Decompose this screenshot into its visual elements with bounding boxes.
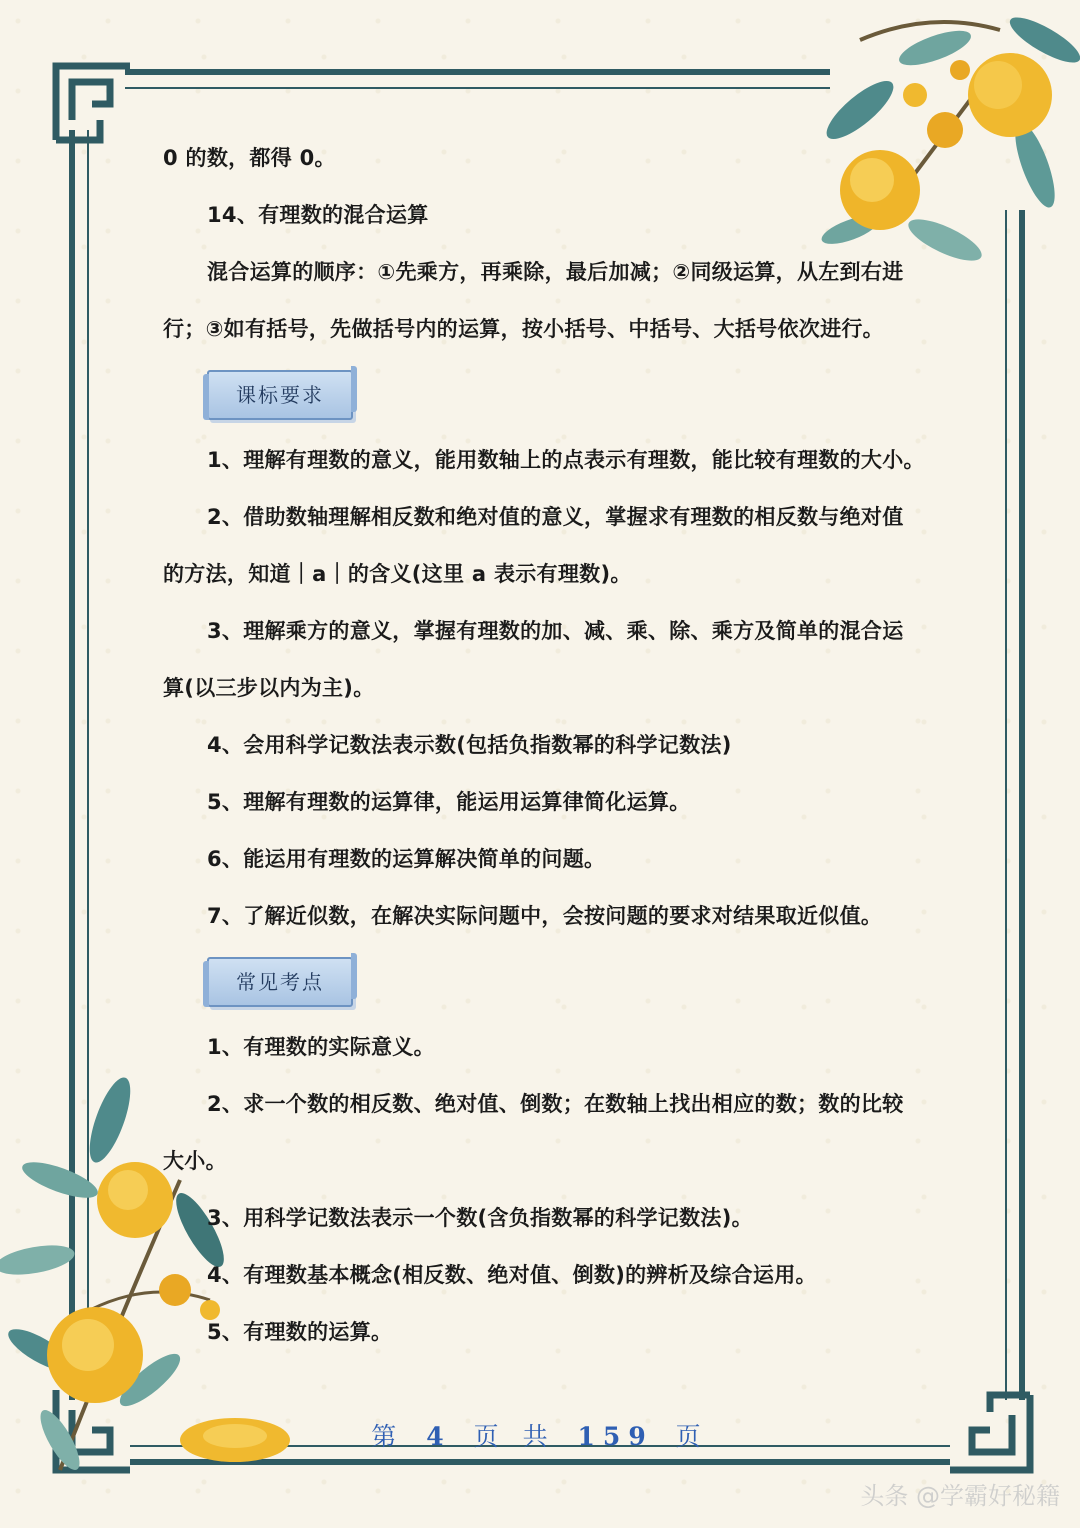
corner-fret-top-left xyxy=(56,66,130,140)
list-item: 3、理解乘方的意义，掌握有理数的加、减、乘、除、乘方及简单的混合运 xyxy=(207,619,904,643)
list-item: 2、借助数轴理解相反数和绝对值的意义，掌握求有理数的相反数与绝对值 xyxy=(207,505,904,529)
section-badge-common-exam-points: 常见考点 xyxy=(207,957,353,1007)
list-item: 5、理解有理数的运算律，能运用运算律简化运算。 xyxy=(207,790,691,814)
list-item: 3、用科学记数法表示一个数(含负指数幂的科学记数法)。 xyxy=(207,1206,753,1230)
page-suffix: 页 xyxy=(675,1422,709,1451)
list-item: 7、了解近似数，在解决实际问题中，会按问题的要求对结果取近似值。 xyxy=(207,904,883,928)
list-item: 2、求一个数的相反数、绝对值、倒数；在数轴上找出相应的数；数的比较 xyxy=(207,1092,904,1116)
text-line: 0 的数，都得 0。 xyxy=(163,146,336,170)
document-body xyxy=(163,130,923,1361)
watermark: 头条 @学霸好秘籍 xyxy=(860,1482,1060,1510)
list-item: 4、有理数基本概念(相反数、绝对值、倒数)的辨析及综合运用。 xyxy=(207,1263,817,1287)
current-page-number: 4 xyxy=(426,1422,452,1451)
section-heading-mixed-operations: 14、有理数的混合运算 xyxy=(207,203,429,227)
total-pages-number: 159 xyxy=(577,1422,654,1451)
list-item: 5、有理数的运算。 xyxy=(207,1320,393,1344)
text-line: 混合运算的顺序：①先乘方，再乘除，最后加减；②同级运算，从左到右进 xyxy=(207,260,904,284)
list-item-continuation: 大小。 xyxy=(163,1149,227,1173)
page-indicator xyxy=(0,1417,1080,1453)
text-line: 行；③如有括号，先做括号内的运算，按小括号、中括号、大括号依次进行。 xyxy=(163,317,884,341)
list-item: 4、会用科学记数法表示数(包括负指数幂的科学记数法) xyxy=(207,733,732,757)
section-badge-curriculum-requirements: 课标要求 xyxy=(207,370,353,420)
list-item: 6、能运用有理数的运算解决简单的问题。 xyxy=(207,847,606,871)
page-middle: 页 共 xyxy=(473,1422,556,1451)
list-item-continuation: 算(以三步以内为主)。 xyxy=(163,676,375,700)
list-item-continuation: 的方法，知道｜a｜的含义(这里 a 表示有理数)。 xyxy=(163,562,632,586)
page-prefix: 第 xyxy=(371,1422,405,1451)
list-item: 1、理解有理数的意义，能用数轴上的点表示有理数，能比较有理数的大小。 xyxy=(207,448,925,472)
list-item: 1、有理数的实际意义。 xyxy=(207,1035,435,1059)
